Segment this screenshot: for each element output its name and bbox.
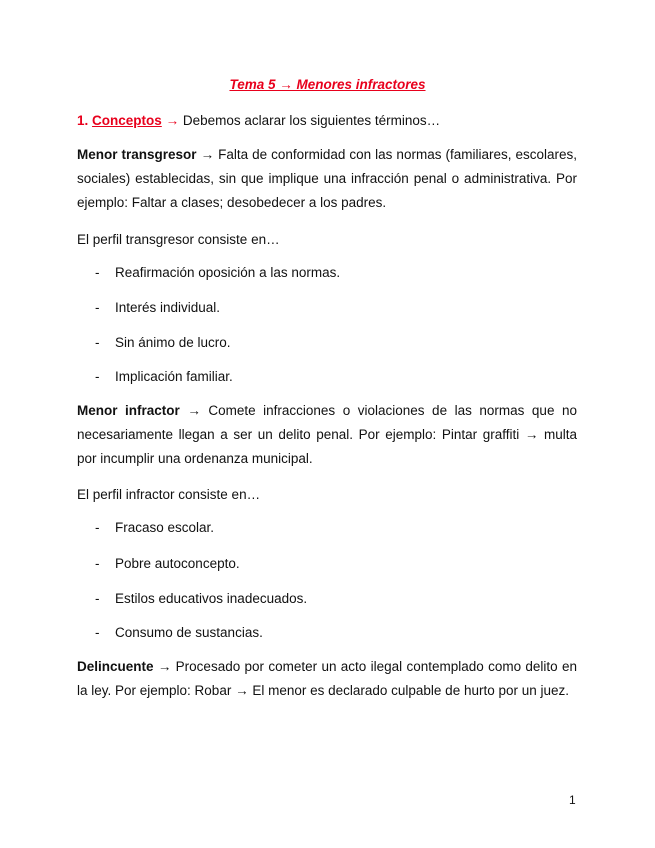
bullet-dash: - (95, 556, 100, 571)
list-item-text: Implicación familiar. (115, 369, 233, 384)
list-item-text: Consumo de sustancias. (115, 625, 263, 640)
list-item (95, 624, 263, 642)
bullet-dash: - (95, 265, 100, 280)
section-number: 1. (77, 113, 89, 128)
list-item (95, 590, 307, 608)
profile-intro-transgresor: El perfil transgresor consiste en… (77, 232, 280, 247)
arrow-glyph: → (165, 113, 180, 128)
section-heading-conceptos (77, 109, 577, 133)
page-title: Tema 5 → Menores infractores (229, 77, 426, 92)
list-item (95, 368, 233, 386)
definition-text: → Procesado por cometer un acto ilegal contemplado como delito en la ley. Por ejemplo: Robar → El menor es declarado culpable de hurto por un juez. (77, 659, 577, 698)
definition-text: → Falta de conformidad con las normas (familiares, escolares, sociales) establecidas, sin que implique una infracción penal o administrativa. Por ejemplo: Faltar a clases; desobedecer a los padres. (77, 147, 578, 210)
list-item (95, 334, 231, 352)
list-item (95, 519, 214, 537)
list-item (95, 264, 340, 282)
term-label: Menor transgresor (77, 147, 197, 162)
list-item (95, 555, 240, 573)
profile-intro-infractor: El perfil infractor consiste en… (77, 487, 261, 502)
page-number: 1 (569, 793, 576, 807)
bullet-dash: - (95, 300, 100, 315)
list-item-text: Sin ánimo de lucro. (115, 335, 231, 350)
bullet-dash: - (95, 335, 100, 350)
bullet-dash: - (95, 520, 100, 535)
term-label: Menor infractor (77, 403, 180, 418)
list-item (95, 299, 220, 317)
bullet-dash: - (95, 625, 100, 640)
list-item-text: Reafirmación oposición a las normas. (115, 265, 341, 280)
list-item-text: Estilos educativos inadecuados. (115, 591, 308, 606)
definition-text: → Comete infracciones o violaciones de las normas que no necesariamente llegan a ser un delito penal. Por ejemplo: Pintar graffiti → multa por incumplir una ordenanza municipal. (77, 403, 577, 466)
list-item-text: Pobre autoconcepto. (115, 556, 240, 571)
definition-menor-transgresor (77, 143, 577, 215)
section-heading: Conceptos (92, 113, 162, 128)
list-item-text: Interés individual. (115, 300, 221, 315)
bullet-dash: - (95, 369, 100, 384)
list-item-text: Fracaso escolar. (115, 520, 215, 535)
definition-delincuente (77, 655, 577, 703)
bullet-dash: - (95, 591, 100, 606)
section-intro-text: Debemos aclarar los siguientes términos… (182, 113, 441, 128)
definition-menor-infractor (77, 399, 577, 471)
term-label: Delincuente (77, 659, 154, 674)
